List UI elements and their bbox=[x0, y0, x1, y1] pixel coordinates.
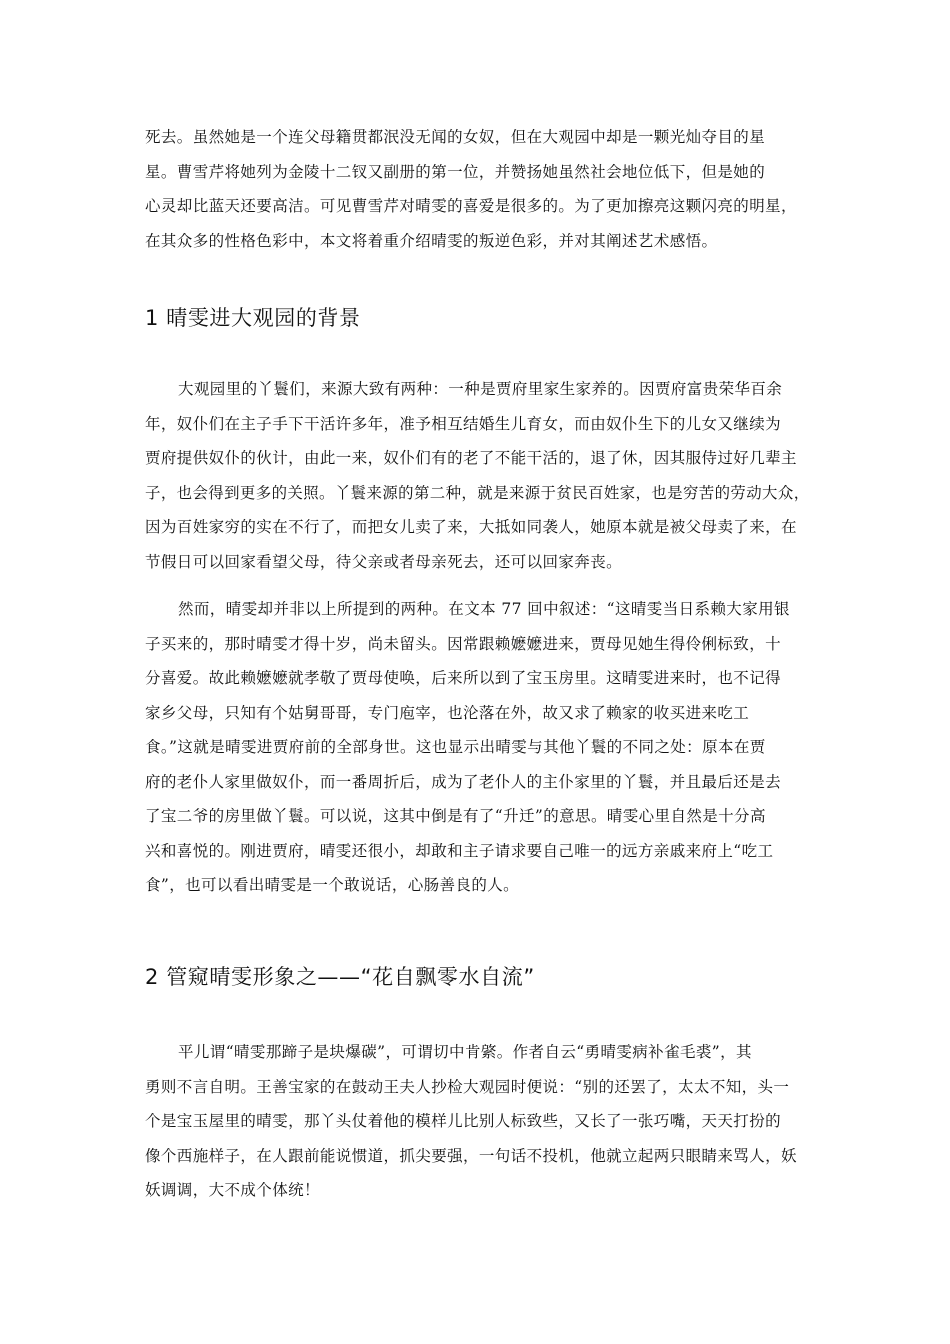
text-line: 分喜爱。故此赖嬷嬷就孝敬了贾母使唤，后来所以到了宝玉房里。这晴雯进来时，也不记得 bbox=[145, 669, 782, 687]
section-heading-2: 2 管窥晴雯形象之——“花自飘零水自流” bbox=[145, 965, 535, 989]
text-line: 死去。虽然她是一个连父母籍贯都泯没无闻的女奴，但在大观园中却是一颗光灿夺目的星 bbox=[145, 128, 766, 146]
text-line: 大观园里的丫鬟们，来源大致有两种：一种是贾府里家生家养的。因贾府富贵荣华百余 bbox=[178, 380, 783, 398]
section-1-paragraph-2 bbox=[145, 592, 810, 903]
text-line: 年，奴仆们在主子手下干活许多年，准予相互结婚生儿育女，而由奴仆生下的儿女又继续为 bbox=[145, 414, 782, 433]
text-line: 星。曹雪芹将她列为金陵十二钗又副册的第一位，并赞扬她虽然社会地位低下，但是她的 bbox=[145, 162, 766, 181]
text-line: 兴和喜悦的。刚进贾府，晴雯还很小，却敢和主子请求要自己唯一的远方亲戚来府上“吃工 bbox=[145, 841, 774, 860]
text-line: 府的老仆人家里做奴仆，而一番周折后，成为了老仆人的主仆家里的丫鬟，并且最后还是去 bbox=[145, 772, 782, 791]
section-2-paragraph-1 bbox=[145, 1035, 810, 1208]
section-1-paragraph-1 bbox=[145, 372, 810, 579]
text-line: 个是宝玉屋里的晴雯，那丫头仗着他的模样儿比别人标致些，又长了一张巧嘴，天天打扮的 bbox=[145, 1112, 782, 1130]
text-line: 勇则不言自明。王善宝家的在鼓动王夫人抄检大观园时便说：“别的还罢了，太太不知，头一 bbox=[145, 1077, 790, 1096]
text-line: 食”，也可以看出晴雯是一个敢说话，心肠善良的人。 bbox=[145, 876, 520, 894]
text-line: 然而，晴雯却并非以上所提到的两种。在文本 77 回中叙述：“这晴雯当日系赖大家用银 bbox=[178, 600, 790, 618]
text-line: 子，也会得到更多的关照。丫鬟来源的第二种，就是来源于贫民百姓家，也是穷苦的劳动大众， bbox=[145, 483, 810, 502]
text-line: 像个西施样子，在人跟前能说惯道，抓尖要强，一句话不投机，他就立起两只眼睛来骂人，妖 bbox=[145, 1146, 797, 1165]
text-line: 贾府提供奴仆的伙计，由此一来，奴仆们有的老了不能干活的，退了休，因其服侍过好几辈主 bbox=[145, 449, 797, 467]
text-line: 节假日可以回家看望父母，待父亲或者母亲死去，还可以回家奔丧。 bbox=[145, 552, 623, 571]
text-line: 子买来的，那时晴雯才得十岁，尚未留头。因常跟赖嬷嬷进来，贾母见她生得伶俐标致，十 bbox=[145, 634, 782, 653]
text-line: 因为百姓家穷的实在不行了，而把女儿卖了来，大抵如同袭人，她原本就是被父母卖了来，在 bbox=[145, 518, 797, 536]
text-line: 心灵却比蓝天还要高洁。可见曹雪芹对晴雯的喜爱是很多的。为了更加擦亮这颗闪亮的明星， bbox=[145, 197, 797, 215]
text-line: 平儿谓“晴雯那蹄子是块爆碳”，可谓切中肯綮。作者自云“勇晴雯病补雀毛裘”，其 bbox=[178, 1043, 752, 1061]
text-line: 家乡父母，只知有个姑舅哥哥，专门庖宰，也沦落在外，故又求了赖家的收买进来吃工 bbox=[145, 703, 750, 722]
text-line: 了宝二爷的房里做丫鬟。可以说，这其中倒是有了“升迁”的意思。晴雯心里自然是十分高 bbox=[145, 807, 766, 825]
text-line: 妖调调，大不成个体统！ bbox=[145, 1181, 320, 1199]
intro-paragraph bbox=[145, 120, 810, 258]
text-line: 在其众多的性格色彩中，本文将着重介绍晴雯的叛逆色彩，并对其阐述艺术感悟。 bbox=[145, 231, 718, 250]
text-line: 食。”这就是晴雯进贾府前的全部身世。这也显示出晴雯与其他丫鬟的不同之处：原本在贾 bbox=[145, 738, 766, 756]
section-heading-1: 1 晴雯进大观园的背景 bbox=[145, 306, 361, 330]
